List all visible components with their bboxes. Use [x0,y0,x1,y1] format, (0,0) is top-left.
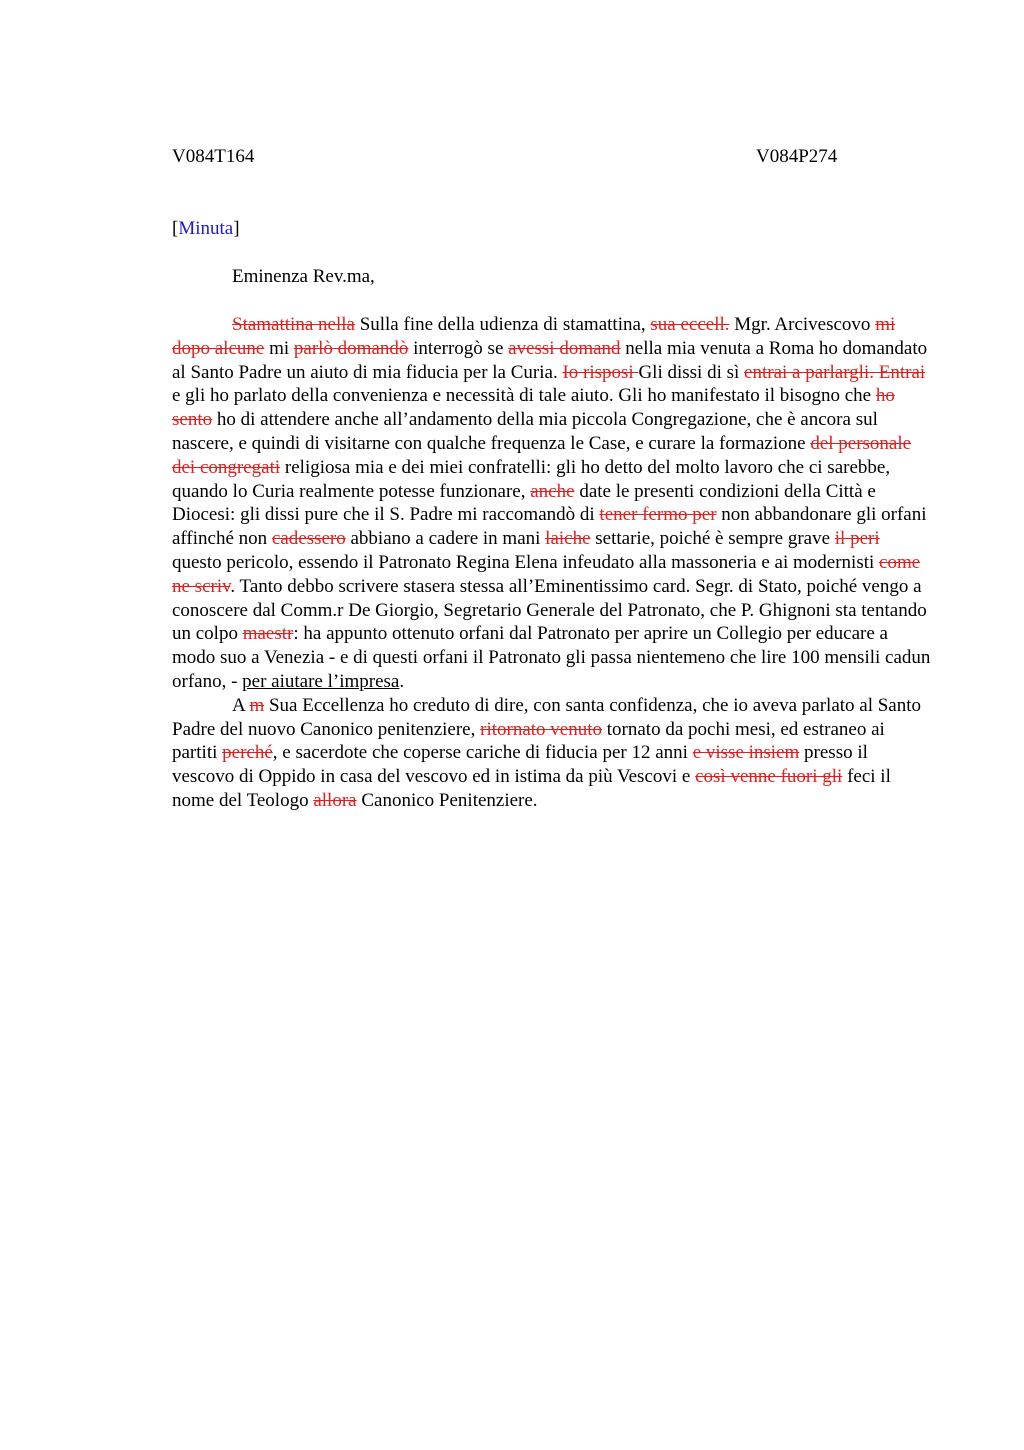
deleted-text: del personale dei congregati [172,432,912,478]
deleted-text: laiche [545,528,591,550]
letter-paragraph [172,694,932,813]
deleted-text: Stamattina nella [232,314,355,335]
deleted-text: e visse insiem [692,742,800,764]
deleted-text: anche [530,480,575,502]
text-segment: abbiano a cadere in mani [345,528,546,550]
text-segment: Sulla fine della udienza di stamattina, [354,314,651,335]
text-segment: ho di attendere anche all’andamento della mia piccola Congregazione, che è ancora sul nascere, e quindi di visitarne con qualche frequenza le Case, e curare la formazione [172,409,878,454]
text-segment: presso il vescovo di Oppido in casa del vescovo ed in istima da più Vescovi e [172,742,868,788]
text-segment: Canonico Penitenziere. [356,789,538,811]
salutation: Eminenza Rev.ma, [232,266,375,287]
deleted-text: m [249,694,265,716]
text-segment: . [399,670,405,692]
deleted-text: ritornato venuto [480,718,603,740]
deleted-text: maestr [242,623,294,645]
underlined-text: per aiutare l’impresa [242,670,400,692]
document-code-right: V084P274 [756,146,838,167]
text-segment: mi [264,337,294,359]
deleted-text: mi dopo alcune [172,314,896,359]
text-segment: A [232,694,250,716]
deleted-text: come ne scriv [172,551,921,597]
bracket-close: ] [233,218,240,239]
deleted-text: tener fermo per [599,504,717,526]
letter-paragraph [172,313,932,694]
text-segment: interrogò se [408,337,509,359]
text-segment: non abbandonare gli orfani affinché non [172,504,927,550]
text-segment: nella mia venuta a Roma ho domandato al Santo Padre un aiuto di mia fiducia per la Curia. [172,337,928,383]
text-segment: e gli ho parlato della convenienza e necessità di tale aiuto. Gli ho manifestato il bisogno che [172,385,876,407]
deleted-text: avessi domand [508,337,621,359]
deleted-text: il peri [834,528,880,550]
text-segment: , e sacerdote che coperse cariche di fiducia per 12 anni [272,742,693,764]
letter-body [172,313,932,813]
text-segment: : ha appunto ottenuto orfani dal Patronato per aprire un Collegio per educare a modo suo a Venezia - e di questi orfani il Patronato gli passa nientemeno che lire 100 mensili cadun orfano, - [172,623,931,692]
deleted-text: ho sento [172,385,895,431]
text-segment: Sua Eccellenza ho creduto di dire, con santa confidenza, che io aveva parlato al Santo Padre del nuovo Canonico penitenziere, [172,694,922,740]
text-segment: settarie, poiché è sempre grave [590,528,835,550]
deleted-text: così venne fuori gli [695,766,843,788]
text-segment: Mgr. Arcivescovo [729,314,876,335]
deleted-text: entrai a parlargli. Entrai [744,361,926,383]
text-segment: religiosa mia e dei miei confratelli: gli ho detto del molto lavoro che ci sarebbe, quando lo Curia realmente potesse funzionare, [172,456,891,502]
deleted-text: parlò domandò [293,337,409,359]
minuta-link-text: Minuta [178,218,234,239]
deleted-text: perché [222,742,273,764]
bracket-open: [ [172,218,179,239]
deleted-text: sua eccell. [650,314,730,335]
text-segment: feci il nome del Teologo [172,766,891,811]
minuta-label [172,218,240,240]
text-segment: Gli dissi di sì [638,361,745,383]
deleted-text: allora [313,789,357,811]
deleted-text: cadessero [271,528,346,550]
document-code-left: V084T164 [172,146,255,167]
text-segment: questo pericolo, essendo il Patronato Regina Elena infeudato alla massoneria e ai modernisti [172,551,880,573]
text-segment: tornato da pochi mesi, ed estraneo ai partiti [172,718,885,764]
deleted-text: Io risposi [562,361,639,383]
text-segment: . Tanto debbo scrivere stasera stessa all’Eminentissimo card. Segr. di Stato, poiché vengo a conoscere dal Comm.r De Giorgio, Segretario Generale del Patronato, che P. Ghignoni sta tentando un colpo [172,575,927,645]
text-segment: date le presenti condizioni della Città e Diocesi: gli dissi pure che il S. Padre mi raccomandò di [172,480,876,526]
